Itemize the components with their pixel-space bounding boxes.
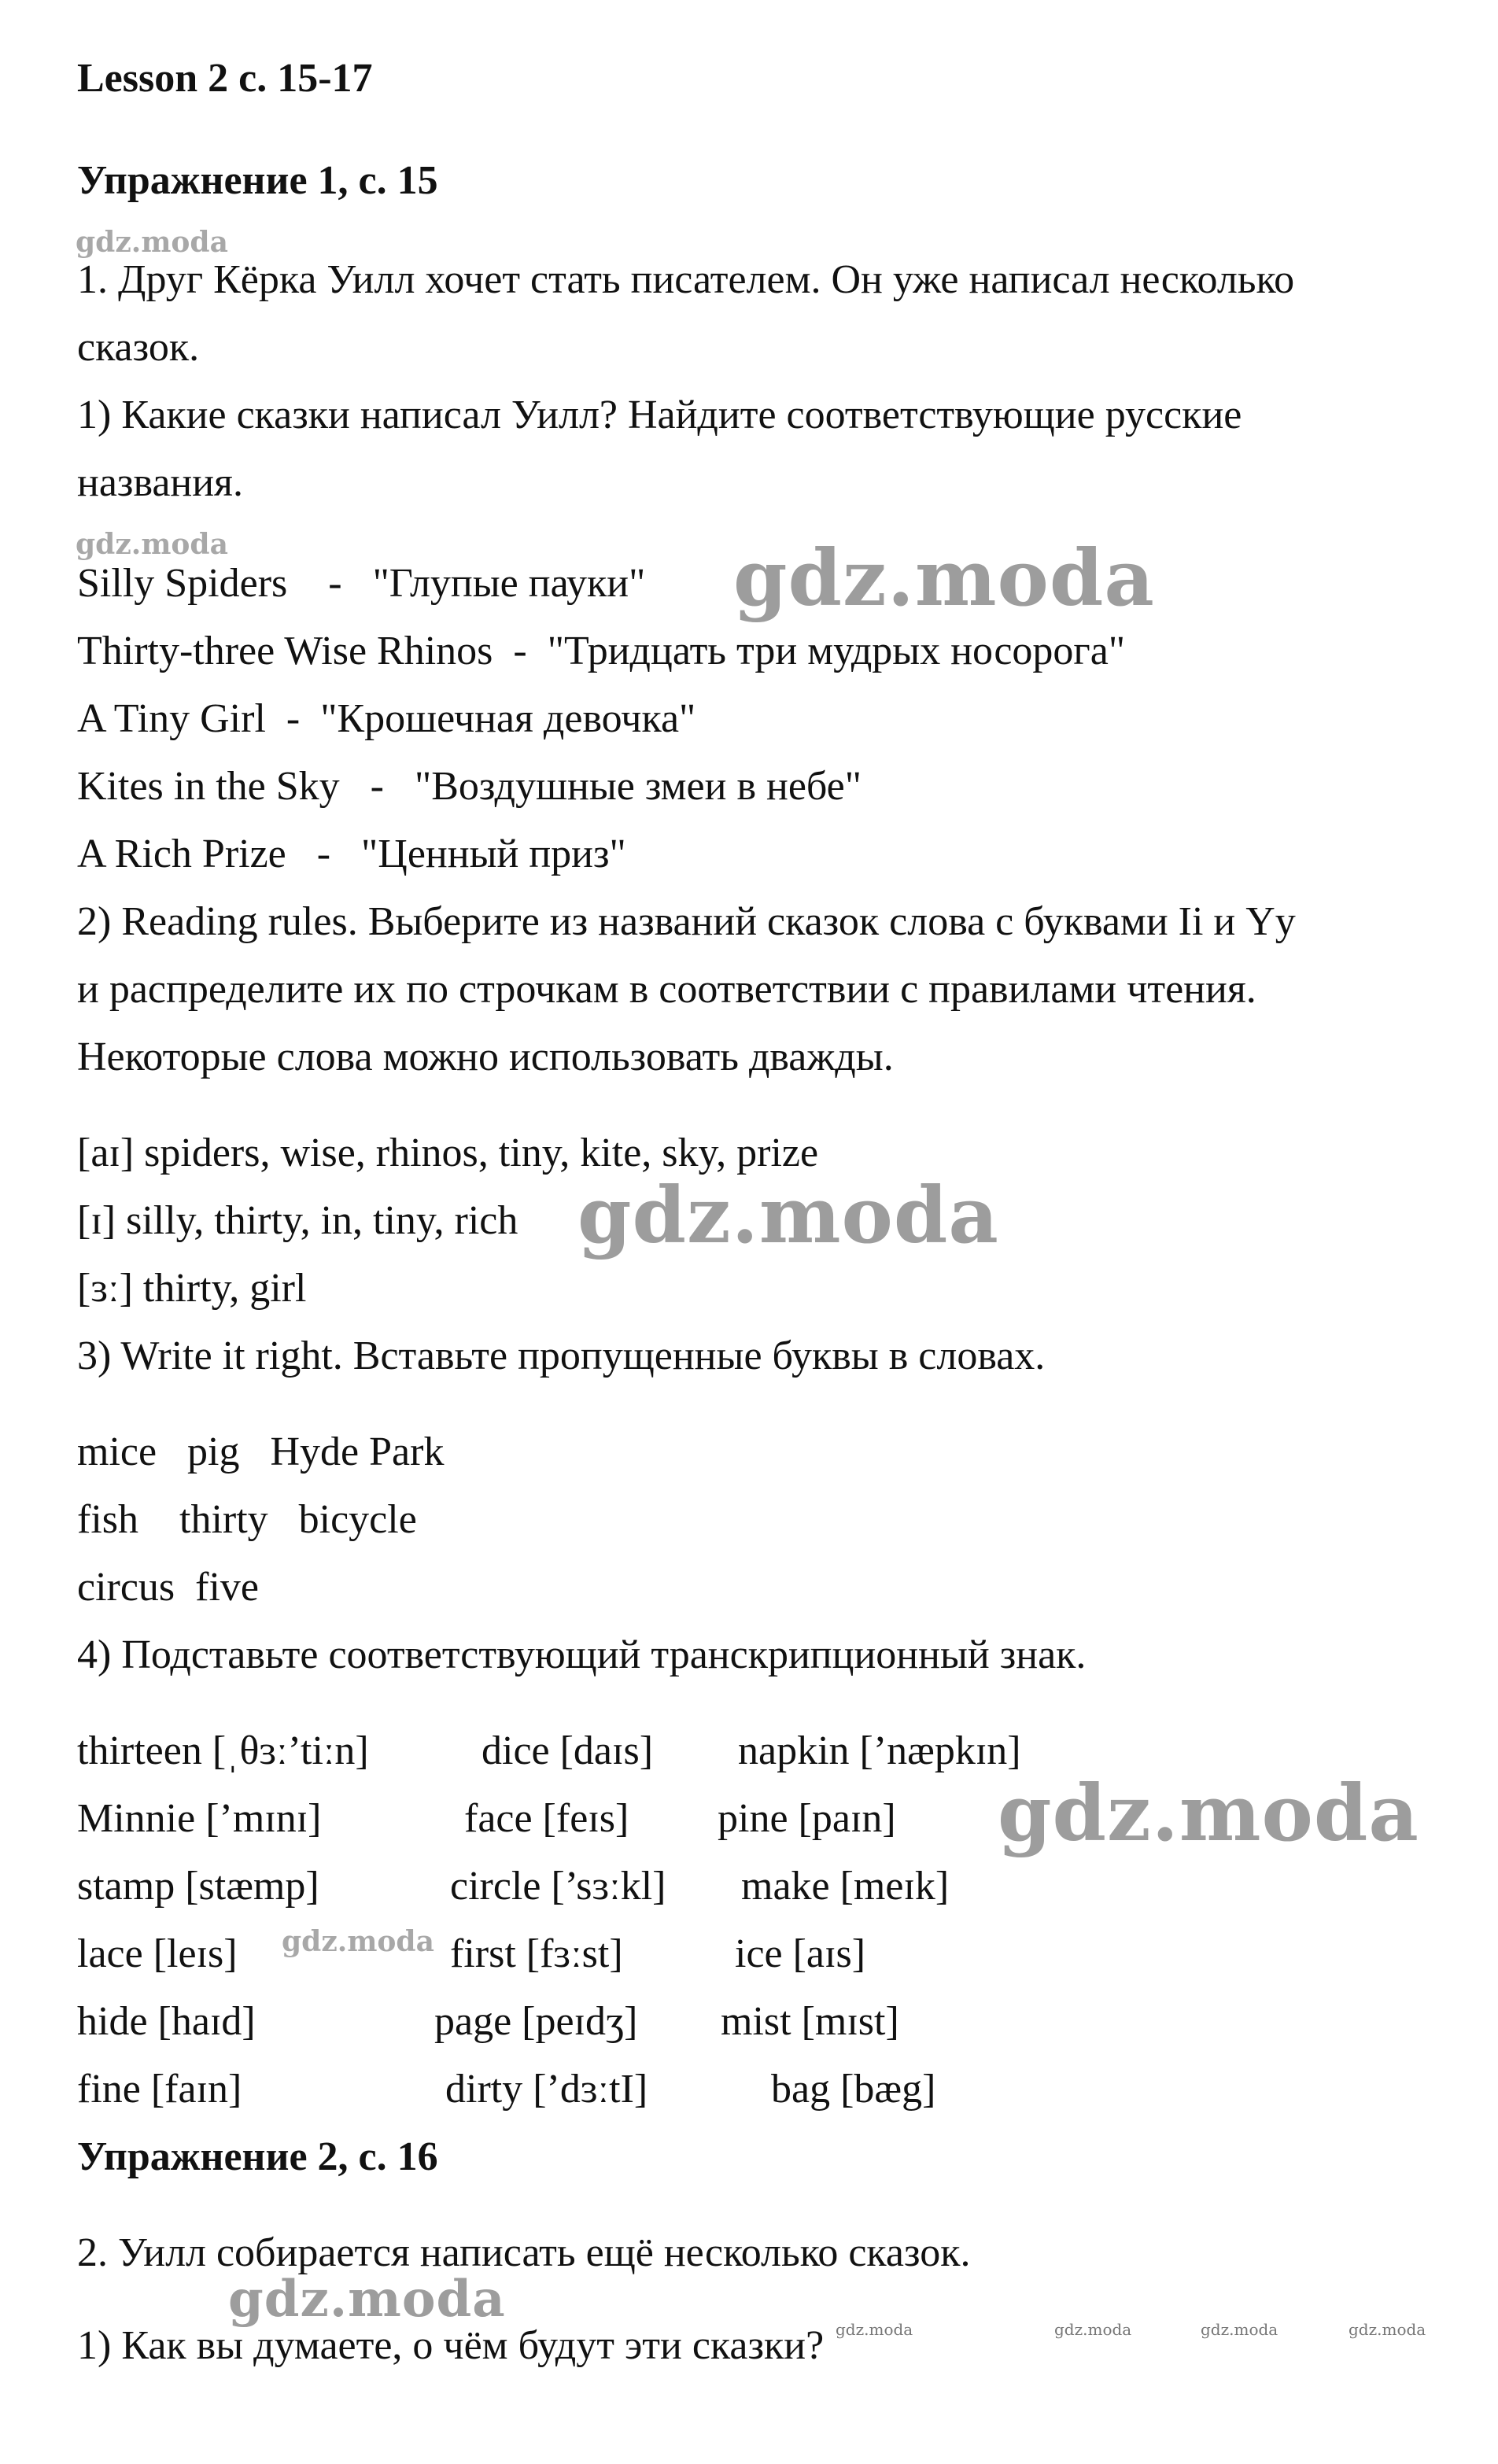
ex1-question-2-line-2: и распределите их по строчкам в соответствии с правилами чтения. xyxy=(77,967,1256,1012)
transcription-item: first [fɜːst] xyxy=(450,1931,623,1976)
transcription-item: page [peɪdʒ] xyxy=(434,1999,638,2044)
sound-group-row: [aɪ] spiders, wise, rhinos, tiny, kite, sky, prize xyxy=(77,1131,819,1175)
story-title-row: Silly Spiders - "Глупые пауки" xyxy=(77,561,646,606)
ex1-intro-line-2: сказок. xyxy=(77,325,200,370)
story-title-row: Kites in the Sky - "Воздушные змеи в небе" xyxy=(77,764,862,809)
transcription-item: stamp [stæmp] xyxy=(77,1864,319,1909)
sound-group-row: [ɜː] thirty, girl xyxy=(77,1266,307,1311)
transcription-item: mist [mɪst] xyxy=(721,1999,899,2044)
exercise-1-heading: Упражнение 1, с. 15 xyxy=(77,158,438,203)
watermark-small: gdz.moda xyxy=(76,528,228,561)
exercise-2-heading: Упражнение 2, с. 16 xyxy=(77,2134,438,2179)
ex1-intro-line-1: 1. Друг Кёрка Уилл хочет стать писателем. Он уже написал несколько xyxy=(77,257,1295,302)
watermark-tiny: gdz.moda xyxy=(836,2320,913,2339)
ex1-question-2-line-1: 2) Reading rules. Выберите из названий сказок слова с буквами Ii и Yy xyxy=(77,899,1296,944)
watermark-small: gdz.moda xyxy=(282,1925,434,1958)
watermark-large: gdz.moda xyxy=(228,2270,506,2329)
word-row: mice pig Hyde Park xyxy=(77,1429,445,1474)
ex2-question-1: 1) Как вы думаете, о чём будут эти сказки? xyxy=(77,2323,825,2368)
transcription-item: ice [aɪs] xyxy=(735,1931,866,1976)
ex1-question-1-line-1: 1) Какие сказки написал Уилл? Найдите соответствующие русские xyxy=(77,393,1242,437)
sound-group-row: [ɪ] silly, thirty, in, tiny, rich xyxy=(77,1198,518,1243)
watermark-small: gdz.moda xyxy=(76,226,228,259)
story-title-row: A Rich Prize - "Ценный приз" xyxy=(77,832,626,876)
transcription-item: lace [leɪs] xyxy=(77,1931,238,1976)
watermark-tiny: gdz.moda xyxy=(1201,2320,1278,2339)
ex1-question-3: 3) Write it right. Вставьте пропущенные буквы в словах. xyxy=(77,1333,1046,1378)
ex1-question-4: 4) Подставьте соответствующий транскрипционный знак. xyxy=(77,1632,1087,1677)
transcription-item: napkin [’næpkɪn] xyxy=(738,1728,1021,1773)
transcription-item: bag [bæg] xyxy=(771,2067,936,2112)
transcription-item: circle [’sɜːkl] xyxy=(450,1864,666,1909)
ex2-intro: 2. Уилл собирается написать ещё несколько сказок. xyxy=(77,2230,971,2275)
watermark-large: gdz.moda xyxy=(733,533,1155,624)
watermark-large: gdz.moda xyxy=(577,1171,999,1261)
ex1-question-2-line-3: Некоторые слова можно использовать дважды. xyxy=(77,1035,894,1079)
watermark-tiny: gdz.moda xyxy=(1054,2320,1132,2339)
transcription-item: hide [haɪd] xyxy=(77,1999,256,2044)
transcription-item: fine [faɪn] xyxy=(77,2067,242,2112)
watermark-tiny: gdz.moda xyxy=(1349,2320,1426,2339)
watermark-large: gdz.moda xyxy=(998,1769,1419,1859)
story-title-row: Thirty-three Wise Rhinos - "Тридцать три мудрых носорога" xyxy=(77,629,1126,673)
transcription-item: pine [paɪn] xyxy=(718,1796,896,1841)
story-title-row: A Tiny Girl - "Крошечная девочка" xyxy=(77,696,696,741)
word-row: circus five xyxy=(77,1565,260,1610)
transcription-item: thirteen [ˌθɜː’tiːn] xyxy=(77,1728,369,1773)
transcription-item: make [meɪk] xyxy=(741,1864,950,1909)
transcription-item: dice [daɪs] xyxy=(482,1728,654,1773)
transcription-item: Minnie [’mɪnɪ] xyxy=(77,1796,322,1841)
transcription-item: face [feɪs] xyxy=(464,1796,629,1841)
ex1-question-1-line-2: названия. xyxy=(77,460,243,505)
word-row: fish thirty bicycle xyxy=(77,1497,417,1542)
lesson-title: Lesson 2 с. 15-17 xyxy=(77,56,373,101)
transcription-item: dirty [’dɜːtI] xyxy=(445,2067,648,2112)
